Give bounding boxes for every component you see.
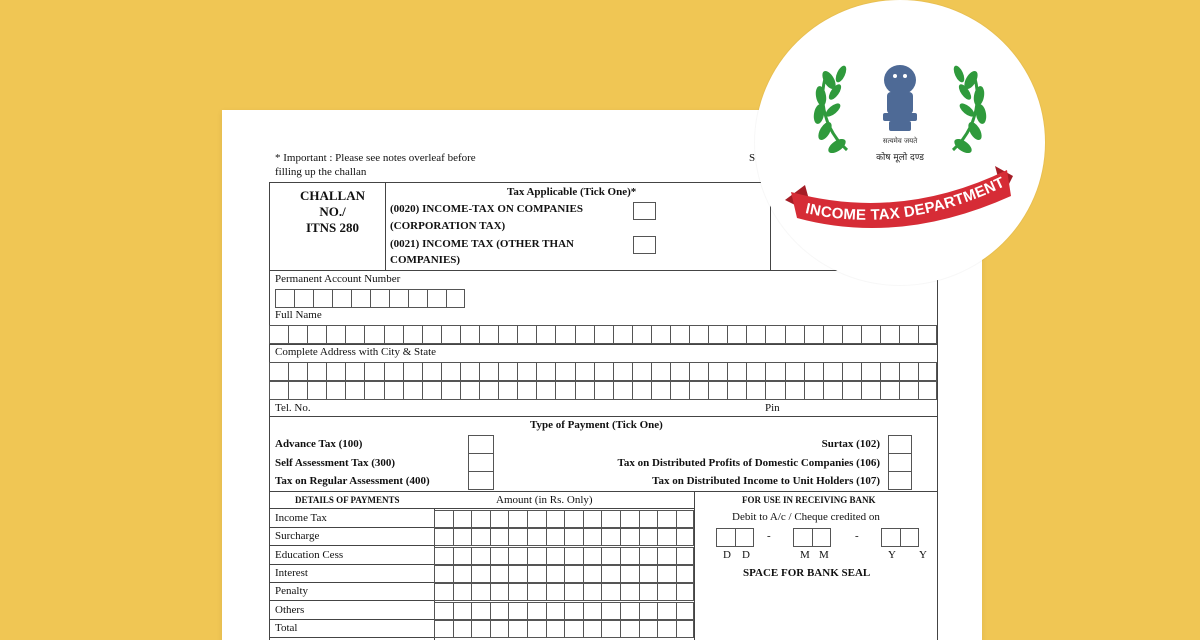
amount-cell[interactable] bbox=[490, 602, 509, 620]
char-cell[interactable] bbox=[536, 325, 555, 344]
char-cell[interactable] bbox=[345, 362, 364, 381]
amount-cell[interactable] bbox=[490, 565, 509, 583]
date-label-d2: D bbox=[742, 549, 750, 561]
amount-cell[interactable] bbox=[620, 602, 639, 620]
char-cell[interactable] bbox=[880, 325, 899, 344]
char-cell[interactable] bbox=[427, 289, 446, 308]
rule-tel bbox=[269, 416, 937, 417]
char-cell[interactable] bbox=[384, 381, 403, 400]
amount-cell[interactable] bbox=[639, 528, 658, 546]
amount-cell[interactable] bbox=[601, 602, 620, 620]
amount-cell[interactable] bbox=[434, 547, 453, 565]
amount-cell[interactable] bbox=[564, 602, 583, 620]
option-0021-line2: COMPANIES) bbox=[390, 254, 461, 266]
amount-cell[interactable] bbox=[676, 528, 695, 546]
amount-cell[interactable] bbox=[471, 583, 490, 601]
char-cell[interactable] bbox=[389, 289, 408, 308]
char-cell[interactable] bbox=[708, 362, 727, 381]
amount-cell[interactable] bbox=[527, 620, 546, 638]
full-name-input[interactable] bbox=[269, 325, 937, 344]
char-cell[interactable] bbox=[727, 325, 746, 344]
challan-title-1: CHALLAN bbox=[299, 188, 365, 203]
char-cell[interactable] bbox=[269, 381, 288, 400]
char-cell[interactable] bbox=[536, 381, 555, 400]
char-cell[interactable] bbox=[918, 381, 937, 400]
char-cell[interactable] bbox=[785, 362, 804, 381]
char-cell[interactable] bbox=[861, 362, 880, 381]
char-cell[interactable] bbox=[670, 325, 689, 344]
amount-cell[interactable] bbox=[601, 620, 620, 638]
char-cell[interactable] bbox=[288, 362, 307, 381]
amount-cell[interactable] bbox=[564, 620, 583, 638]
amount-cell[interactable] bbox=[527, 602, 546, 620]
amount-cell[interactable] bbox=[564, 583, 583, 601]
char-cell[interactable] bbox=[594, 325, 613, 344]
amount-cell[interactable] bbox=[546, 583, 565, 601]
char-cell[interactable] bbox=[613, 381, 632, 400]
date-dash-1: - bbox=[767, 530, 771, 542]
char-cell[interactable] bbox=[651, 325, 670, 344]
char-cell[interactable] bbox=[880, 381, 899, 400]
amount-cell[interactable] bbox=[583, 565, 602, 583]
tel-label: Tel. No. bbox=[275, 402, 311, 414]
char-cell[interactable] bbox=[785, 381, 804, 400]
amount-cell[interactable] bbox=[564, 528, 583, 546]
amount-cell[interactable] bbox=[676, 620, 695, 638]
amount-cell[interactable] bbox=[434, 583, 453, 601]
address-input-line2[interactable] bbox=[269, 381, 937, 400]
char-cell[interactable] bbox=[384, 325, 403, 344]
char-cell[interactable] bbox=[746, 325, 765, 344]
date-month-input[interactable] bbox=[793, 528, 831, 547]
char-cell[interactable] bbox=[460, 381, 479, 400]
char-cell[interactable] bbox=[498, 362, 517, 381]
amount-cell[interactable] bbox=[471, 528, 490, 546]
amount-cell[interactable] bbox=[527, 528, 546, 546]
char-cell[interactable] bbox=[632, 362, 651, 381]
char-cell[interactable] bbox=[823, 362, 842, 381]
pay-right-1-checkbox[interactable] bbox=[888, 435, 912, 454]
amount-cell[interactable] bbox=[639, 583, 658, 601]
amount-cell[interactable] bbox=[546, 510, 565, 528]
bank-seal-label: SPACE FOR BANK SEAL bbox=[743, 567, 871, 579]
char-cell[interactable] bbox=[823, 381, 842, 400]
payment-row-amount-input[interactable] bbox=[434, 583, 694, 601]
full-name-label: Full Name bbox=[275, 309, 322, 321]
payment-row-amount-input[interactable] bbox=[434, 565, 694, 583]
amount-cell[interactable] bbox=[471, 620, 490, 638]
pin-label: Pin bbox=[765, 402, 780, 414]
char-cell[interactable] bbox=[842, 325, 861, 344]
char-cell[interactable] bbox=[275, 289, 294, 308]
amount-cell[interactable] bbox=[471, 602, 490, 620]
challan-divider bbox=[385, 182, 386, 270]
amount-cell[interactable] bbox=[620, 528, 639, 546]
amount-cell[interactable] bbox=[657, 528, 676, 546]
date-year-input[interactable] bbox=[881, 528, 919, 547]
char-cell[interactable] bbox=[670, 381, 689, 400]
amount-cell[interactable] bbox=[601, 510, 620, 528]
char-cell[interactable] bbox=[288, 381, 307, 400]
amount-cell[interactable] bbox=[620, 547, 639, 565]
char-cell[interactable] bbox=[823, 325, 842, 344]
char-cell[interactable] bbox=[403, 325, 422, 344]
amount-cell[interactable] bbox=[434, 620, 453, 638]
amount-cell[interactable] bbox=[676, 602, 695, 620]
amount-cell[interactable] bbox=[657, 583, 676, 601]
amount-cell[interactable] bbox=[639, 547, 658, 565]
amount-cell[interactable] bbox=[508, 547, 527, 565]
amount-cell[interactable] bbox=[583, 528, 602, 546]
amount-cell[interactable] bbox=[601, 547, 620, 565]
amount-cell[interactable] bbox=[508, 528, 527, 546]
payment-row-label: Penalty bbox=[275, 585, 308, 598]
payment-row-label: Surcharge bbox=[275, 530, 320, 543]
amount-cell[interactable] bbox=[620, 510, 639, 528]
char-cell[interactable] bbox=[517, 362, 536, 381]
char-cell[interactable] bbox=[332, 289, 351, 308]
amount-cell[interactable] bbox=[453, 620, 472, 638]
char-cell[interactable] bbox=[575, 362, 594, 381]
amount-cell[interactable] bbox=[471, 565, 490, 583]
payment-row-amount-input[interactable] bbox=[434, 602, 694, 620]
char-cell[interactable] bbox=[479, 381, 498, 400]
date-day-input[interactable] bbox=[716, 528, 754, 547]
amount-cell[interactable] bbox=[583, 602, 602, 620]
amount-cell[interactable] bbox=[508, 620, 527, 638]
amount-cell[interactable] bbox=[527, 510, 546, 528]
payment-row-label: Education Cess bbox=[275, 548, 344, 561]
amount-cell[interactable] bbox=[546, 602, 565, 620]
char-cell[interactable] bbox=[536, 362, 555, 381]
date-label-y2: Y bbox=[919, 549, 927, 561]
pay-right-3-checkbox[interactable] bbox=[888, 471, 912, 490]
option-0021-checkbox[interactable] bbox=[633, 236, 656, 254]
char-cell[interactable] bbox=[555, 381, 574, 400]
char-cell[interactable] bbox=[861, 325, 880, 344]
rule-address bbox=[269, 344, 937, 345]
char-cell[interactable] bbox=[408, 289, 427, 308]
char-cell[interactable] bbox=[785, 325, 804, 344]
char-cell[interactable] bbox=[479, 325, 498, 344]
serial-label-partial: S bbox=[749, 152, 756, 164]
char-cell[interactable] bbox=[345, 381, 364, 400]
amount-cell[interactable] bbox=[657, 547, 676, 565]
amount-cell[interactable] bbox=[601, 583, 620, 601]
amount-cell[interactable] bbox=[620, 620, 639, 638]
char-cell[interactable] bbox=[555, 325, 574, 344]
payment-row-amount-input[interactable] bbox=[434, 547, 694, 565]
char-cell[interactable] bbox=[594, 362, 613, 381]
pay-right-2: Tax on Distributed Profits of Domestic Companies (106) bbox=[617, 457, 880, 469]
char-cell[interactable] bbox=[613, 362, 632, 381]
pay-left-1-checkbox[interactable] bbox=[468, 435, 494, 454]
amount-cell[interactable] bbox=[583, 620, 602, 638]
char-cell[interactable] bbox=[307, 362, 326, 381]
payment-row-label: Others bbox=[275, 603, 305, 616]
rule-details-head bbox=[269, 508, 694, 509]
amount-cell[interactable] bbox=[453, 547, 472, 565]
amount-cell[interactable] bbox=[490, 547, 509, 565]
char-cell[interactable] bbox=[765, 362, 784, 381]
option-0020-checkbox[interactable] bbox=[633, 202, 656, 220]
ribbon-text: INCOME TAX DEPARTMENT bbox=[804, 173, 1008, 224]
amount-cell[interactable] bbox=[639, 620, 658, 638]
char-cell[interactable] bbox=[460, 325, 479, 344]
pay-right-1: Surtax (102) bbox=[821, 438, 880, 450]
char-cell[interactable] bbox=[326, 381, 345, 400]
pay-left-3: Tax on Regular Assessment (400) bbox=[275, 475, 430, 487]
char-cell[interactable] bbox=[555, 362, 574, 381]
income-tax-logo-badge bbox=[755, 0, 1045, 285]
amount-cell[interactable] bbox=[657, 510, 676, 528]
amount-cell[interactable] bbox=[583, 583, 602, 601]
amount-cell[interactable] bbox=[676, 547, 695, 565]
amount-cell[interactable] bbox=[601, 565, 620, 583]
char-cell[interactable] bbox=[842, 381, 861, 400]
amount-cell[interactable] bbox=[471, 510, 490, 528]
amount-cell[interactable] bbox=[564, 510, 583, 528]
pay-right-3: Tax on Distributed Income to Unit Holders (107) bbox=[652, 475, 880, 487]
motto-text: सत्यमेव जयते bbox=[882, 137, 918, 145]
rule-details-top bbox=[269, 491, 937, 492]
char-cell[interactable] bbox=[651, 362, 670, 381]
char-cell[interactable] bbox=[422, 381, 441, 400]
address-label: Complete Address with City & State bbox=[275, 346, 437, 358]
amount-cell[interactable] bbox=[620, 583, 639, 601]
amount-cell[interactable] bbox=[434, 565, 453, 583]
amount-cell[interactable] bbox=[453, 583, 472, 601]
char-cell[interactable] bbox=[880, 362, 899, 381]
amount-cell[interactable] bbox=[527, 547, 546, 565]
char-cell[interactable] bbox=[403, 381, 422, 400]
char-cell[interactable] bbox=[460, 362, 479, 381]
char-cell[interactable] bbox=[441, 362, 460, 381]
amount-cell[interactable] bbox=[676, 565, 695, 583]
char-cell[interactable] bbox=[804, 362, 823, 381]
pan-input[interactable] bbox=[275, 289, 465, 308]
details-header: DETAILS OF PAYMENTS bbox=[295, 495, 400, 505]
amount-cell[interactable] bbox=[453, 602, 472, 620]
amount-cell[interactable] bbox=[527, 565, 546, 583]
amount-cell[interactable] bbox=[564, 547, 583, 565]
amount-cell[interactable] bbox=[453, 528, 472, 546]
amount-cell[interactable] bbox=[583, 547, 602, 565]
amount-cell[interactable] bbox=[434, 528, 453, 546]
char-cell[interactable] bbox=[899, 325, 918, 344]
tax-applicable-heading: Tax Applicable (Tick One)* bbox=[507, 186, 637, 198]
char-cell[interactable] bbox=[313, 289, 332, 308]
amount-cell[interactable] bbox=[583, 510, 602, 528]
char-cell[interactable] bbox=[288, 325, 307, 344]
char-cell[interactable] bbox=[689, 362, 708, 381]
amount-cell[interactable] bbox=[453, 565, 472, 583]
amount-cell[interactable] bbox=[508, 565, 527, 583]
char-cell[interactable] bbox=[727, 362, 746, 381]
char-cell[interactable] bbox=[765, 381, 784, 400]
amount-cell[interactable] bbox=[490, 528, 509, 546]
char-cell[interactable] bbox=[689, 325, 708, 344]
char-cell[interactable] bbox=[861, 381, 880, 400]
bank-header: FOR USE IN RECEIVING BANK bbox=[742, 495, 876, 505]
char-cell[interactable] bbox=[727, 381, 746, 400]
char-cell[interactable] bbox=[446, 289, 465, 308]
char-cell[interactable] bbox=[326, 325, 345, 344]
date-label-y1: Y bbox=[888, 549, 896, 561]
pay-right-2-checkbox[interactable] bbox=[888, 453, 912, 472]
char-cell[interactable] bbox=[364, 325, 383, 344]
char-cell[interactable] bbox=[498, 325, 517, 344]
char-cell[interactable] bbox=[364, 362, 383, 381]
amount-cell[interactable] bbox=[508, 602, 527, 620]
amount-cell[interactable] bbox=[508, 583, 527, 601]
amount-cell[interactable] bbox=[490, 510, 509, 528]
payment-row-amount-input[interactable] bbox=[434, 620, 694, 638]
payment-row-amount-input[interactable] bbox=[434, 510, 694, 528]
amount-cell[interactable] bbox=[546, 528, 565, 546]
amount-cell[interactable] bbox=[676, 510, 695, 528]
amount-cell[interactable] bbox=[434, 510, 453, 528]
char-cell[interactable] bbox=[899, 381, 918, 400]
debit-label: Debit to A/c / Cheque credited on bbox=[732, 511, 880, 523]
challan-title-2: NO./ bbox=[319, 204, 346, 219]
char-cell[interactable] bbox=[804, 381, 823, 400]
char-cell[interactable] bbox=[422, 325, 441, 344]
amount-cell[interactable] bbox=[676, 583, 695, 601]
pay-left-1: Advance Tax (100) bbox=[275, 438, 363, 450]
char-cell[interactable] bbox=[307, 381, 326, 400]
char-cell[interactable] bbox=[899, 362, 918, 381]
char-cell[interactable] bbox=[632, 325, 651, 344]
pay-left-2-checkbox[interactable] bbox=[468, 453, 494, 472]
char-cell[interactable] bbox=[422, 362, 441, 381]
char-cell[interactable] bbox=[575, 325, 594, 344]
char-cell[interactable] bbox=[479, 362, 498, 381]
date-label-m2: M bbox=[819, 549, 829, 561]
amount-cell[interactable] bbox=[546, 547, 565, 565]
payment-row-label: Total bbox=[275, 621, 298, 634]
char-cell[interactable] bbox=[517, 381, 536, 400]
amount-cell[interactable] bbox=[453, 510, 472, 528]
char-cell[interactable] bbox=[441, 325, 460, 344]
amount-cell[interactable] bbox=[508, 510, 527, 528]
char-cell[interactable] bbox=[708, 325, 727, 344]
char-cell[interactable] bbox=[370, 289, 389, 308]
char-cell[interactable] bbox=[403, 362, 422, 381]
char-cell[interactable] bbox=[326, 362, 345, 381]
amount-cell[interactable] bbox=[527, 583, 546, 601]
amount-cell[interactable] bbox=[657, 565, 676, 583]
payment-row-label: Interest bbox=[275, 566, 308, 579]
type-of-payment-heading: Type of Payment (Tick One) bbox=[530, 419, 663, 431]
date-dash-2: - bbox=[855, 530, 859, 542]
amount-cell[interactable] bbox=[657, 620, 676, 638]
amount-cell[interactable] bbox=[434, 602, 453, 620]
char-cell[interactable] bbox=[345, 325, 364, 344]
pay-left-2: Self Assessment Tax (300) bbox=[275, 457, 396, 469]
amount-cell[interactable] bbox=[546, 565, 565, 583]
char-cell[interactable] bbox=[670, 362, 689, 381]
amount-cell[interactable] bbox=[490, 583, 509, 601]
amount-cell[interactable] bbox=[471, 547, 490, 565]
important-note-line1: * Important : Please see notes overleaf before bbox=[275, 152, 476, 164]
char-cell[interactable] bbox=[918, 325, 937, 344]
char-cell[interactable] bbox=[294, 289, 313, 308]
amount-cell[interactable] bbox=[639, 602, 658, 620]
challan-title-3: ITNS 280 bbox=[305, 220, 360, 235]
char-cell[interactable] bbox=[765, 325, 784, 344]
amount-header: Amount (in Rs. Only) bbox=[496, 494, 593, 506]
amount-cell[interactable] bbox=[546, 620, 565, 638]
hindi-text: कोष मूलो दण्ड bbox=[876, 153, 924, 163]
char-cell[interactable] bbox=[269, 362, 288, 381]
char-cell[interactable] bbox=[842, 362, 861, 381]
char-cell[interactable] bbox=[351, 289, 370, 308]
amount-cell[interactable] bbox=[639, 565, 658, 583]
char-cell[interactable] bbox=[594, 381, 613, 400]
char-cell[interactable] bbox=[269, 325, 288, 344]
char-cell[interactable] bbox=[651, 381, 670, 400]
char-cell[interactable] bbox=[918, 362, 937, 381]
char-cell[interactable] bbox=[498, 381, 517, 400]
amount-cell[interactable] bbox=[490, 620, 509, 638]
char-cell[interactable] bbox=[708, 381, 727, 400]
char-cell[interactable] bbox=[613, 325, 632, 344]
lion-capital-icon bbox=[883, 65, 917, 131]
char-cell[interactable] bbox=[384, 362, 403, 381]
amount-cell[interactable] bbox=[601, 528, 620, 546]
date-label-d1: D bbox=[723, 549, 731, 561]
char-cell[interactable] bbox=[804, 325, 823, 344]
amount-cell[interactable] bbox=[657, 602, 676, 620]
option-0020-line2: (CORPORATION TAX) bbox=[390, 220, 506, 232]
pan-label: Permanent Account Number bbox=[275, 273, 401, 285]
amount-cell[interactable] bbox=[620, 565, 639, 583]
char-cell[interactable] bbox=[575, 381, 594, 400]
date-label-m1: M bbox=[800, 549, 810, 561]
char-cell[interactable] bbox=[689, 381, 708, 400]
amount-cell[interactable] bbox=[639, 510, 658, 528]
frame-left bbox=[269, 182, 270, 640]
char-cell[interactable] bbox=[746, 381, 765, 400]
income-tax-emblem-icon bbox=[755, 0, 1045, 285]
option-0021-line1: (0021) INCOME TAX (OTHER THAN bbox=[390, 238, 574, 250]
char-cell[interactable] bbox=[632, 381, 651, 400]
char-cell[interactable] bbox=[441, 381, 460, 400]
address-input-line1[interactable] bbox=[269, 362, 937, 381]
char-cell[interactable] bbox=[746, 362, 765, 381]
option-0020-line1: (0020) INCOME-TAX ON COMPANIES bbox=[390, 203, 583, 215]
amount-cell[interactable] bbox=[564, 565, 583, 583]
payment-row-label: Income Tax bbox=[275, 512, 327, 524]
payment-row-amount-input[interactable] bbox=[434, 528, 694, 546]
important-note-line2: filling up the challan bbox=[275, 166, 367, 178]
pay-left-3-checkbox[interactable] bbox=[468, 471, 494, 490]
char-cell[interactable] bbox=[307, 325, 326, 344]
char-cell[interactable] bbox=[364, 381, 383, 400]
char-cell[interactable] bbox=[517, 325, 536, 344]
